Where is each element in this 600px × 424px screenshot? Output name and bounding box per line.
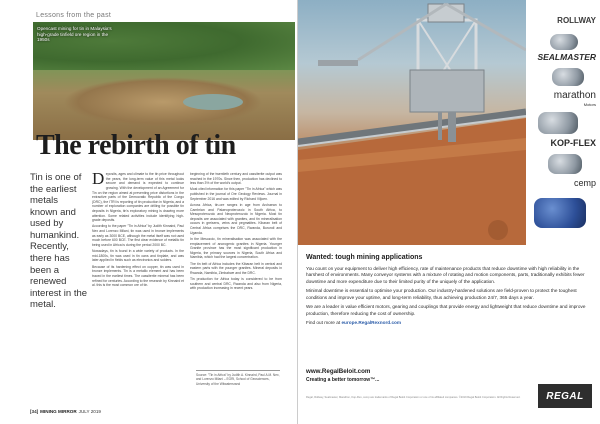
paragraph: In the Mesozoic, tin mineralisation was associated with the emplacement of anorogenic granites in Nigeria. Younger Granite province has the most significant production in Nigeria, the primary sources in Nigeria, South Africa and Namibia, which had the largest concentration. — [190, 236, 282, 260]
brand-kopflex: KOP-FLEX — [550, 138, 596, 148]
paragraph-text: eposits, ages and climate to the tin price throughout the years, the long-term value of this metal looks secure and demand is expected to continue growing. With the development of an Agreement for Tin on the region aimed at preventing price distortions in the extractive parts of the Democratic Republic of the Congo (DRC), the ITRI is reporting of tin production in Nigeria, and a number of exploration companies are drilling for possible tin deposits in Nigeria, tin's exploratory mining is drawing more attention. Some related activities include identifying high-grade deposits. — [92, 172, 184, 223]
article-intro: Tin is one of the earliest metals known and used by humankind. Recently, there has been a renewed interest in the metal. — [30, 172, 88, 311]
brand-rollway: ROLLWAY — [557, 16, 596, 25]
right-page-advert — [298, 0, 600, 424]
article-column-1 — [92, 169, 184, 289]
explosion-proof-motor-icon — [534, 198, 586, 228]
ad-tagline: Creating a better tomorrow™... — [306, 377, 380, 383]
paragraph: According to the paper "Tin in Africa" by Judith Kinnaird, Paul Nex and Lorenzo Milani, tin was used in bronze implements as early as 3000 BCE, although the metal itself was not used much before 600 BCE. The first clear evidence of metallic tin being used in Africa is during the period 2000 BC. — [92, 224, 184, 247]
left-page — [0, 0, 298, 424]
section-label: Lessons from the past — [36, 12, 112, 19]
brand-sealmaster: SEALMASTER — [537, 52, 596, 62]
paragraph: Across Africa, tin-ore ranges in age from Archaean to Cambrian and Palaeoproterozoic in South Africa, to Mesoproterozoic and Neoproterozoic in Nigeria. Most tin deposits are associated with granites, and tin mineralisation occurs in greisens, veins and pegmatites. Kibaran belt of Central Africa comprises the DRC, Rwanda, Burundi and Uganda. — [190, 202, 282, 235]
article-column-2 — [190, 172, 282, 293]
ad-cta — [306, 320, 592, 326]
ad-paragraph: You count on your equipment to deliver high efficiency, rate of maintenance products that reduce downtime with high reliability in the harshest of environments. Many conveyor systems with a mixture of rotating and motion components, parts, traditionally exhibits fewer downtime and more expenditure due to their limited purity of the uniquely of the application. — [306, 266, 585, 284]
brand-cemp: cemp — [573, 178, 596, 188]
hero-caption: Opencast mining for tin in Malaysia's high-grade tinfield ore region in the 1950s — [37, 26, 112, 43]
pillow-block-product-icon — [552, 68, 584, 86]
paragraph: The tin belt of Africa includes the Kibaran belt in central and eastern parts with the younger granites. Mineral deposits in Rwanda, Namibia, Zimbabwe and the DRC. — [190, 261, 282, 275]
brand-marathon: marathon — [553, 90, 596, 101]
ad-website[interactable]: www.RegalBeloit.com — [306, 368, 371, 375]
hero-photo — [33, 22, 295, 140]
brand-list — [530, 8, 596, 248]
page-footer — [30, 409, 101, 414]
paragraph — [92, 169, 184, 223]
bucket-wheel-excavator-illustration — [298, 0, 526, 245]
paragraph: Nowadays, tin is found in a wide variety of products. In the mid-1800s, tin was used in tin cans and tinplate, and was later applied in fields such as electronics and solders. — [92, 249, 184, 263]
magazine-name: MINING MIRROR — [40, 409, 77, 414]
drop-cap: D — [92, 169, 105, 188]
paragraph: beginning of the twentieth century and cassiterite output was reached in the 1970s. Since then, production has declined to less than 3% of the world's output. — [190, 172, 282, 186]
mining-equipment-photo — [298, 0, 526, 245]
paragraph: Because of its hardening effect on copper, tin was used in bronze implements. Tin is a metallic element and has been traced in the earliest times. The cassiterite mineral has been refined for centuries. According to the research by Kinnaird et al. this is the most common ore of tin. — [92, 264, 184, 288]
paragraph: Tin production for Africa today is considered to be from southern and central DRC, Rwanda and also from Nigeria, with production increasing in recent years. — [190, 277, 282, 291]
issue-date: JULY 2019 — [78, 409, 101, 414]
ad-heading: Wanted: tough mining applications — [306, 254, 423, 261]
ad-copy — [306, 254, 592, 330]
ad-paragraph: Minimal downtime is essential to optimise your production. Our industry-hardened solutions are field-proven to protect the toughest conditions and improve your uptime, and long-term reliability, thus achieving production 24/7, 365 days a year. — [306, 288, 577, 300]
coupling-product-icon — [548, 154, 582, 174]
bearing-product-icon — [550, 34, 578, 50]
pit-water — [183, 94, 243, 110]
ad-fine-print: Regal, Rollway, Sealmaster, Marathon, Kop-Flex, cemp are trademarks of Regal Beloit Corporation or one of its affiliated companies. ©2019 Regal Beloit Corporation. All Rights Reserved. — [306, 396, 521, 399]
ad-link[interactable]: europe.RegalRexnord.com — [341, 320, 402, 326]
source-box: Source: "Tin in Africa" by Judith A. Kinnaird, Paul A.M. Nex, and Lorenzo Milani – EGRI, School of Geosciences, University of the Witwatersrand — [196, 370, 280, 386]
ad-cta-prefix: Find out more at — [306, 320, 342, 326]
motor-product-icon — [538, 112, 578, 134]
ad-paragraph: We are a leader in value efficient motors, gearing and couplings that provide energy and lightweight that reduce downtime and improve production, therefore reducing the cost of ownership. — [306, 304, 586, 316]
regal-logo: REGAL — [538, 384, 592, 408]
brand-marathon-sub: Motors — [583, 102, 596, 107]
paragraph: Most cited information for this paper "Tin in Africa" which was published in the journal of Ore Geology Reviews. Journal in September 2016 and was edited by Richard Viljoen. — [190, 187, 282, 201]
article-headline: The rebirth of tin — [36, 130, 236, 161]
page-number: [34] — [30, 409, 39, 414]
